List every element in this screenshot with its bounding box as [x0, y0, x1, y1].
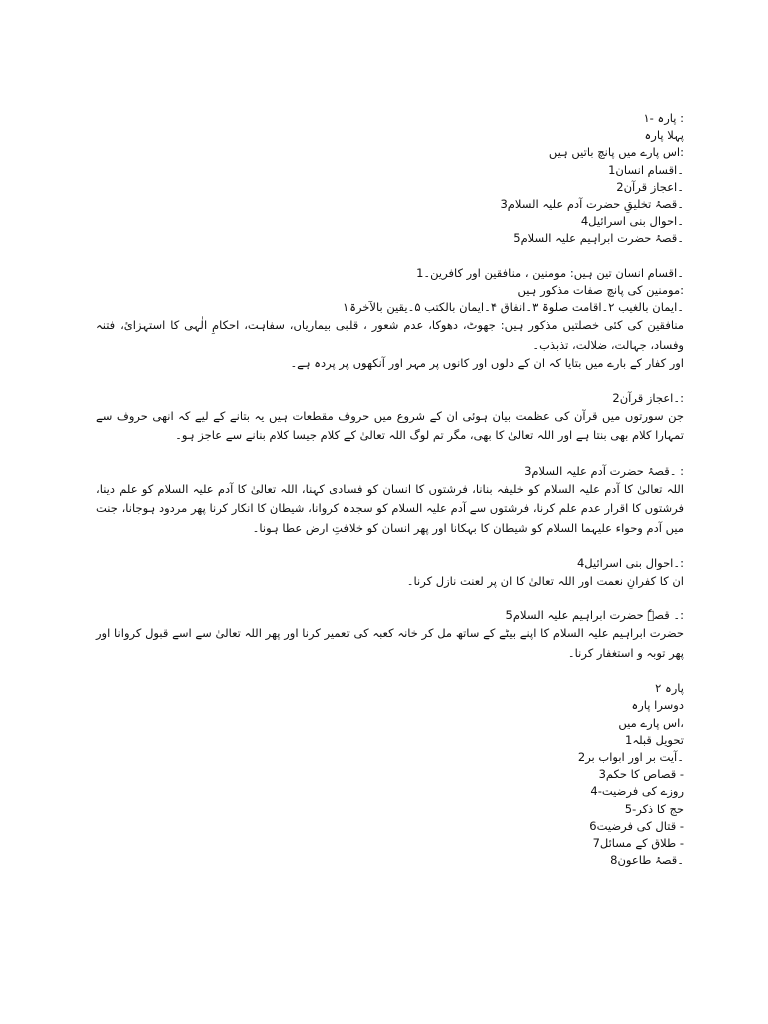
para2-title: دوسرا پارہ [631, 698, 684, 713]
para2-heading: پارہ ٢ [655, 681, 684, 696]
section1-paragraph: منافقین کی کئی خصلتیں مذکور ہیں: جھوٹ، دھوکا، عدم شعور ، قلبی بیماریاں، سفاہت، احکامِ الٰہی کا استہزائ، فتنہ وفساد، جہالت، ضلالت، تذبذب۔ [96, 318, 684, 352]
para2-topic: ۔قصۂ طاعون8 [610, 853, 684, 868]
section2-paragraph: جن سورتوں میں قرآن کی عظمت بیان ہوئی ان کے شروع میں حروف مقطعات ہیں یہ بتانے کے لیے کہ انھی حروف سے تمہارا کلام بھی بنتا ہے اور اللہ تعالیٰ کا بھی، مگر تم لوگ اللہ تعالیٰ کے کلام جیسا کلام بنانے سے عاجز ہو۔ [96, 408, 684, 443]
section3-paragraph: اللہ تعالیٰ کا آدم علیہ السلام کو خلیفہ بنانا، فرشتوں کا انسان کو فسادی کہنا، اللہ تعالیٰ کا آدم علیہ السلام کو علم دینا، فرشتوں کا اقرار عدم علم کرنا، فرشتوں سے آدم علیہ السلام کو سجدہ کروانا، شیطان کا انکار کرنا پھر مردود ہوجانا، جنت میں آدم وحواء علیہما السلام کو شیطان کا بہکانا اور پھر انسان کو خلافتِ ارض عطا ہونا۔ [96, 482, 684, 535]
para2-topic: تحویل قبلہ1 [625, 732, 684, 747]
para2-topic: - طلاق کے مسائل7 [592, 836, 684, 851]
para1-topic: ۔قصۂ تخلیقِ حضرت آدم علیہ السلام3 [500, 197, 684, 212]
spacer [96, 538, 684, 555]
para1-topic: ۔قصۂ حضرت ابراہیم علیہ السلام5 [513, 231, 684, 246]
para2-intro: ،اس پارے میں [618, 715, 684, 730]
section3-heading: : ۔قصۂ حضرت آدم علیہ السلام3 [524, 463, 684, 478]
para2-topic: - قتال کی فرضیت6 [589, 818, 684, 833]
para2-topic: حج کا ذکر-5 [624, 801, 684, 816]
spacer [96, 248, 684, 265]
section1-heading: ۔اقسام انسان تین ہیں: مومنین ، منافقین اور کافرین۔1 [416, 265, 684, 280]
para1-intro: :اس پارے میں پانچ باتیں ہیں [548, 145, 684, 160]
para1-topic: ۔اعجاز قرآن2 [616, 179, 684, 194]
spacer [96, 663, 684, 680]
spacer [96, 590, 684, 607]
para1-heading: : پارہ -١ [643, 111, 684, 125]
section4-heading: :۔احوال بنی اسرائیل4 [576, 556, 684, 571]
section1-list: ۔ایمان بالغیب ۲۔اقامت صلوۃ ۳۔انفاق ۴۔ایمان بالکتب ۵۔یقین بالآخرۃ١ [343, 300, 684, 315]
section1-subheading: :مومنین کی پانچ صفات مذکور ہیں [517, 283, 684, 298]
section2-heading: :۔اعجاز قرآن2 [612, 390, 684, 405]
para1-topic: ۔اقسام انسان1 [608, 162, 684, 177]
para2-topic: روزے کی فرضیت-4 [590, 784, 684, 799]
spacer [96, 372, 684, 389]
section5-heading: :۔ قصہٗ حضرت ابراہیم علیہ السلام5 [505, 608, 684, 623]
para1-topic: ۔احوال بنی اسرائیل4 [580, 214, 684, 229]
spacer [96, 446, 684, 463]
para1-title: پہلا پارہ [644, 128, 684, 143]
para2-topic: ۔آیت بر اور ابواب بر2 [577, 750, 684, 765]
para2-topic: - قصاص کا حکم3 [598, 767, 684, 782]
section4-paragraph: ان کا کفرانِ نعمت اور اللہ تعالیٰ کا ان پر لعنت نازل کرنا۔ [406, 573, 684, 588]
section5-paragraph: حضرت ابراہیم علیہ السلام کا اپنے بیٹے کے ساتھ مل کر خانہ کعبہ کی تعمیر کرنا اور پھر اللہ تعالیٰ سے اسے قبول کروانا اور پھر توبہ و استغفار کرنا۔ [96, 626, 684, 660]
document-body [96, 110, 684, 869]
section1-last-line: اور کفار کے بارے میں بتایا کہ ان کے دلوں اور کانوں پر مہر اور آنکھوں پر پردہ ہے۔ [290, 356, 684, 371]
